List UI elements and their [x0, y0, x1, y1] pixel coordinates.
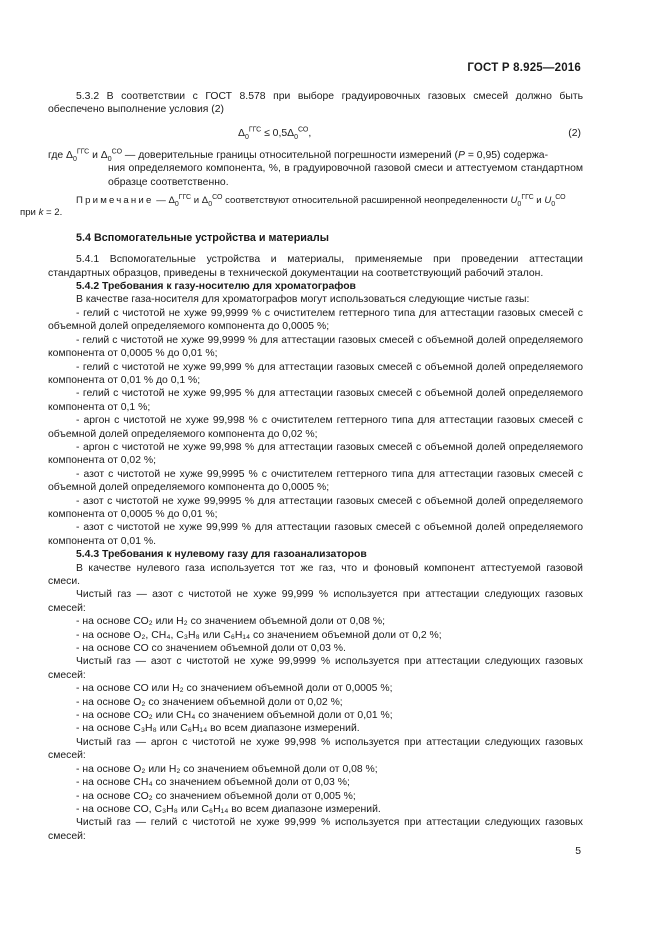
- formula-sub: 0: [294, 133, 298, 141]
- formula-sup: СО: [297, 126, 309, 134]
- paragraph-5-4-2-intro: В качестве газа-носителя для хроматографов могут использоваться следующие чистые газы:: [76, 294, 530, 306]
- note-text: соответствуют относительной расширенной неопределенности: [222, 195, 511, 207]
- list-item: - азот с чистотой не хуже 99,999 % для аттестации газовых смесей с объемной долей определяемого компонента от 0,01 %.: [48, 522, 583, 547]
- note-word: Примечание: [76, 195, 154, 207]
- note-text: и Δ: [191, 195, 209, 207]
- list-item: - на основе СО со значением объемной доли от 0,03 %.: [76, 643, 346, 655]
- gas-group-1-list: [48, 615, 583, 655]
- list-item: - на основе СО₂ или СН₄ со значением объемной доли от 0,01 %;: [76, 710, 393, 722]
- list-item: - на основе О₂ или Н₂ со значением объемной доли от 0,08 %;: [76, 763, 378, 775]
- note-text: и: [533, 195, 545, 207]
- where-text-1: — доверительные границы относительной погрешности измерений (: [122, 149, 459, 161]
- formula-end: ,: [308, 127, 312, 139]
- list-item: - гелий с чистотой не хуже 99,995 % для аттестации газовых смесей с объемной долей определяемого компонента от 0,1 %;: [48, 388, 583, 413]
- section-heading-5-4: 5.4 Вспомогательные устройства и материалы: [76, 231, 330, 244]
- gas-group-4-intro: Чистый газ — гелий с чистотой не хуже 99,999 % используется при аттестации следующих газовых смесей:: [48, 817, 583, 842]
- note-text: = 2.: [43, 207, 63, 219]
- formula-delta: Δ: [238, 127, 245, 139]
- formula-number: (2): [568, 127, 581, 139]
- standard-header: ГОСТ Р 8.925—2016: [467, 62, 581, 74]
- note-text-line2: [20, 207, 62, 219]
- note: Примечание — $\Delta_0^{ГГС}$ и $\Delta_0^{СО}$ соответствуют относительной расширенной неопределенности $U_0^{ГГС}$ и $U_0^{СО}$ при k = 2.: [20, 193, 566, 219]
- list-item: - на основе СО₂ со значением объемной доли от 0,005 %;: [76, 790, 356, 802]
- list-item: - гелий с чистотой не хуже 99,9999 % с очистителем геттерного типа для аттестации газовых смесей с объемной долей определяемого компонента до 0,0005 %;: [48, 307, 583, 333]
- formula-op: ≤ 0,5Δ: [261, 127, 295, 139]
- carrier-gas-list: [48, 307, 583, 548]
- heading-5-4-2: 5.4.2 Требования к газу-носителю для хроматографов: [76, 281, 356, 293]
- page-body: [20, 90, 583, 843]
- heading-5-4-3: 5.4.3 Требования к нулевому газу для газоанализаторов: [76, 549, 367, 561]
- gas-group-3-intro: Чистый газ — аргон с чистотой не хуже 99,998 % используется при аттестации следующих газовых смесей:: [48, 736, 583, 762]
- paragraph-5-3-2: 5.3.2 В соответствии с ГОСТ 8.578 при выборе градуировочных газовых смесей должно быть обеспечено выполнение условия (2): [48, 91, 583, 116]
- where-line: где $\Delta_0^{ГГС}$ и $\Delta_0^{СО}$ — доверительные границы относительной погрешности измерений (Р = 0,95) содержа-: [48, 148, 549, 163]
- list-item: - на основе СН₄ со значением объемной доли от 0,03 %;: [76, 777, 350, 789]
- note-text: — Δ: [153, 195, 175, 207]
- formula-expression: [238, 127, 311, 140]
- list-item: - на основе С₃Н₈ или С₆Н₁₄ во всем диапазоне измерений.: [76, 723, 360, 735]
- list-item: - на основе СО₂ или Н₂ со значением объемной доли от 0,08 %;: [76, 616, 385, 628]
- list-item: - на основе О₂, СН₄, С₃Н₈ или С₆Н₁₄ со значением объемной доли от 0,2 %;: [76, 629, 442, 641]
- where-clause: [48, 149, 583, 189]
- formula-2: [48, 123, 583, 145]
- list-item: - азот с чистотой не хуже 99,9995 % для аттестации газовых смесей с объемной долей определяемого компонента от 0,0005 % до 0,01 %;: [48, 495, 583, 520]
- list-item: - аргон с чистотой не хуже 99,998 % с очистителем геттерного типа для аттестации газовых смесей с объемной долей определяемого компонента до 0,02 %;: [48, 415, 583, 440]
- paragraph-5-4-1: 5.4.1 Вспомогательные устройства и материалы, применяемые при проведении аттестации стандартных образцов, приведены в технической документации на соответствующий рабочий эталон.: [48, 254, 583, 279]
- list-item: - аргон с чистотой не хуже 99,998 % для аттестации газовых смесей с объемной долей определяемого компонента от 0,02 %;: [48, 441, 583, 467]
- where-continuation: ния определяемого компонента, %, в градуировочной газовой смеси и аттестуемом стандартном образце соответственно.: [108, 163, 583, 188]
- note-text: при: [20, 207, 39, 219]
- note-k: k: [38, 207, 44, 219]
- list-item: - на основе СО или Н₂ со значением объемной доли от 0,0005 %;: [76, 683, 393, 695]
- gas-group-3-list: [48, 763, 583, 817]
- list-item: - на основе СО, С₃Н₈ или С₆Н₁₄ во всем диапазоне измерений.: [76, 803, 381, 815]
- page-number: 5: [575, 846, 581, 857]
- formula-sup: ГГС: [248, 126, 262, 134]
- formula-sub: 0: [244, 133, 249, 141]
- list-item: - азот с чистотой не хуже 99,9995 % с очистителем геттерного типа для аттестации газовых смесей с объемной долей определяемого компонента до 0,0005 %;: [48, 468, 583, 494]
- list-item: - гелий с чистотой не хуже 99,9999 % для аттестации газовых смесей с объемной долей определяемого компонента от 0,0005 % до 0,01 %;: [48, 334, 583, 360]
- gas-group-2-intro: Чистый газ — азот с чистотой не хуже 99,9999 % используется при аттестации следующих газовых смесей:: [48, 656, 583, 681]
- where-text-2: = 0,95) содержа-: [464, 149, 549, 161]
- gas-group-1-intro: Чистый газ — азот с чистотой не хуже 99,999 % используется при аттестации следующих газовых смесей:: [48, 589, 583, 614]
- paragraph-5-4-3-intro: В качестве нулевого газа используется тот же газ, что и фоновый компонент аттестуемой газовой смеси.: [48, 562, 583, 587]
- list-item: - гелий с чистотой не хуже 99,999 % для аттестации газовых смесей с объемной долей определяемого компонента от 0,01 % до 0,1 %;: [48, 361, 583, 386]
- gas-group-2-list: [48, 682, 583, 736]
- list-item: - на основе О₂ со значением объемной доли от 0,02 %;: [76, 696, 343, 708]
- where-p: Р: [458, 149, 465, 161]
